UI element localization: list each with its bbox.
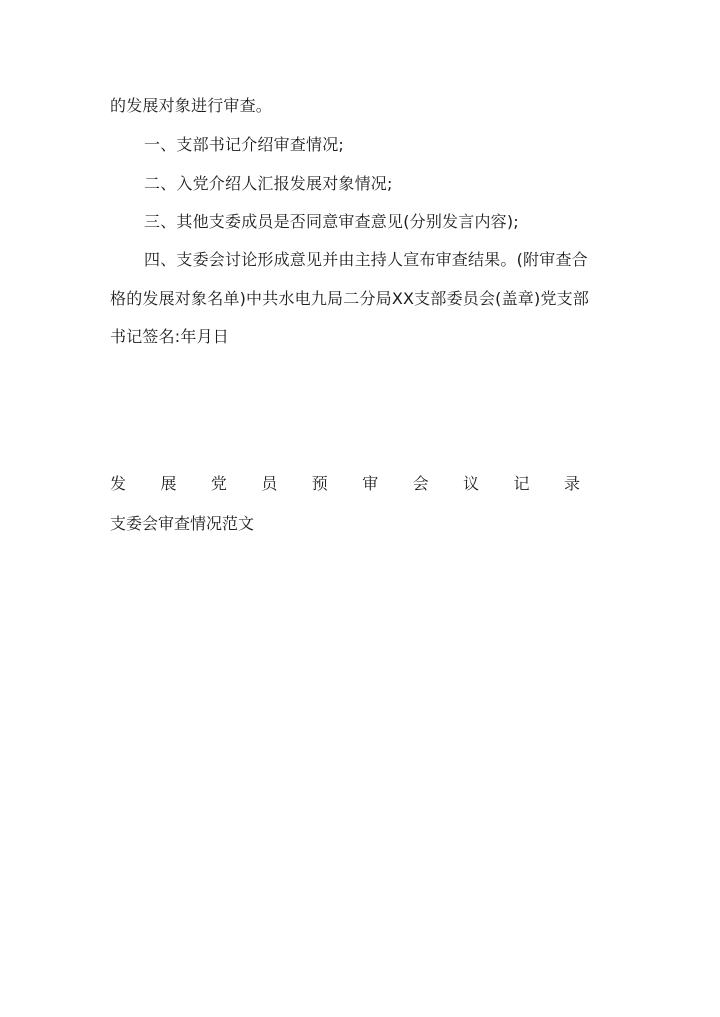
title-char: 会 <box>412 474 429 493</box>
title-char: 员 <box>261 474 278 493</box>
title-char: 展 <box>160 474 177 493</box>
document-subtitle: 支委会审查情况范文 <box>110 514 255 533</box>
title-char: 发 <box>110 474 127 493</box>
title-char: 党 <box>210 474 227 493</box>
title-char: 录 <box>563 474 580 493</box>
title-char: 审 <box>362 474 379 493</box>
agenda-item-4: 四、支委会讨论形成意见并由主持人宣布审查结果。(附审查合 <box>144 250 588 269</box>
agenda-item-4-continued: 格的发展对象名单)中共水电九局二分局XX支部委员会(盖章)党支部 <box>110 289 590 308</box>
agenda-item-1: 一、支部书记介绍审查情况; <box>144 135 344 154</box>
title-char: 记 <box>513 474 530 493</box>
agenda-item-3: 三、其他支委成员是否同意审查意见(分别发言内容); <box>144 212 519 231</box>
title-char: 预 <box>311 474 328 493</box>
body-text-line: 的发展对象进行审查。 <box>110 96 273 115</box>
signature-line: 书记签名:年月日 <box>110 327 229 346</box>
document-title <box>110 474 580 494</box>
title-char: 议 <box>463 474 480 493</box>
agenda-item-2: 二、入党介绍人汇报发展对象情况; <box>144 174 393 193</box>
